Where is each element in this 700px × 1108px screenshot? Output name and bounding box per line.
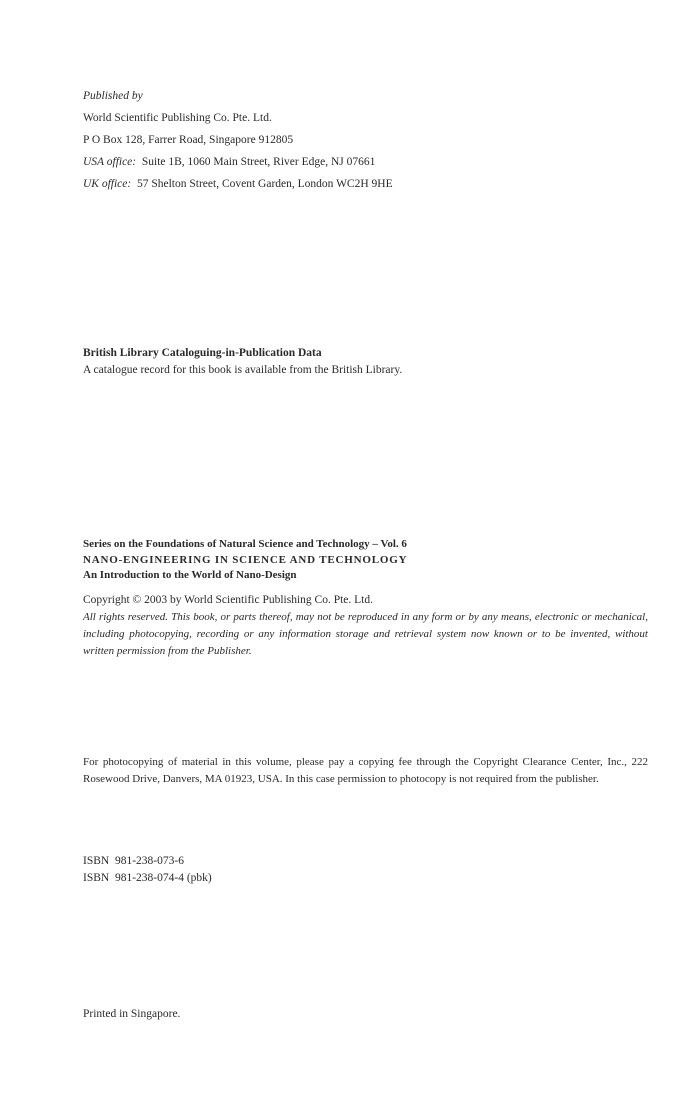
photocopy-notice: For photocopying of material in this volume, please pay a copying fee through the Copyright Clearance Center, Inc., 222 Rosewood Drive, Danvers, MA 01923, USA. In this case permission to photocopy is not required from the publisher. (83, 756, 648, 785)
rights-reserved-notice: All rights reserved. This book, or parts thereof, may not be reproduced in any form or by any means, electronic or mechanical, including photocopying, recording or any information storage and retrieval system now known or to be invented, without written permission from the Publisher. (83, 610, 648, 657)
isbn-block (83, 853, 648, 886)
uk-office-label: UK office: (83, 178, 132, 190)
series-block (83, 537, 648, 660)
publisher-name: World Scientific Publishing Co. Pte. Ltd. (83, 112, 272, 124)
printed-in: Printed in Singapore. (83, 1008, 181, 1020)
publisher-block (83, 85, 648, 195)
cip-heading: British Library Cataloguing-in-Publication Data (83, 347, 322, 359)
usa-office-line (83, 151, 648, 173)
book-subtitle: An Introduction to the World of Nano-Design (83, 569, 297, 581)
usa-office-address: Suite 1B, 1060 Main Street, River Edge, NJ 07661 (141, 156, 376, 168)
printed-block (83, 1004, 648, 1025)
isbn-hardcover: ISBN 981-238-073-6 (83, 855, 184, 867)
publisher-address: P O Box 128, Farrer Road, Singapore 912805 (83, 134, 294, 146)
cataloguing-block (83, 345, 648, 379)
book-title: NANO-ENGINEERING IN SCIENCE AND TECHNOLOGY (83, 553, 408, 566)
usa-office-label: USA office: (83, 156, 137, 168)
uk-office-address: 57 Shelton Street, Covent Garden, London WC2H 9HE (136, 178, 393, 190)
isbn-paperback: ISBN 981-238-074-4 (pbk) (83, 871, 212, 884)
photocopy-block (83, 754, 648, 788)
cip-text: A catalogue record for this book is available from the British Library. (83, 364, 403, 376)
published-by-heading: Published by (83, 90, 143, 102)
series-line: Series on the Foundations of Natural Science and Technology – Vol. 6 (83, 538, 407, 550)
uk-office-line (83, 173, 648, 195)
copyright-notice: Copyright © 2003 by World Scientific Publishing Co. Pte. Ltd. (83, 593, 373, 606)
